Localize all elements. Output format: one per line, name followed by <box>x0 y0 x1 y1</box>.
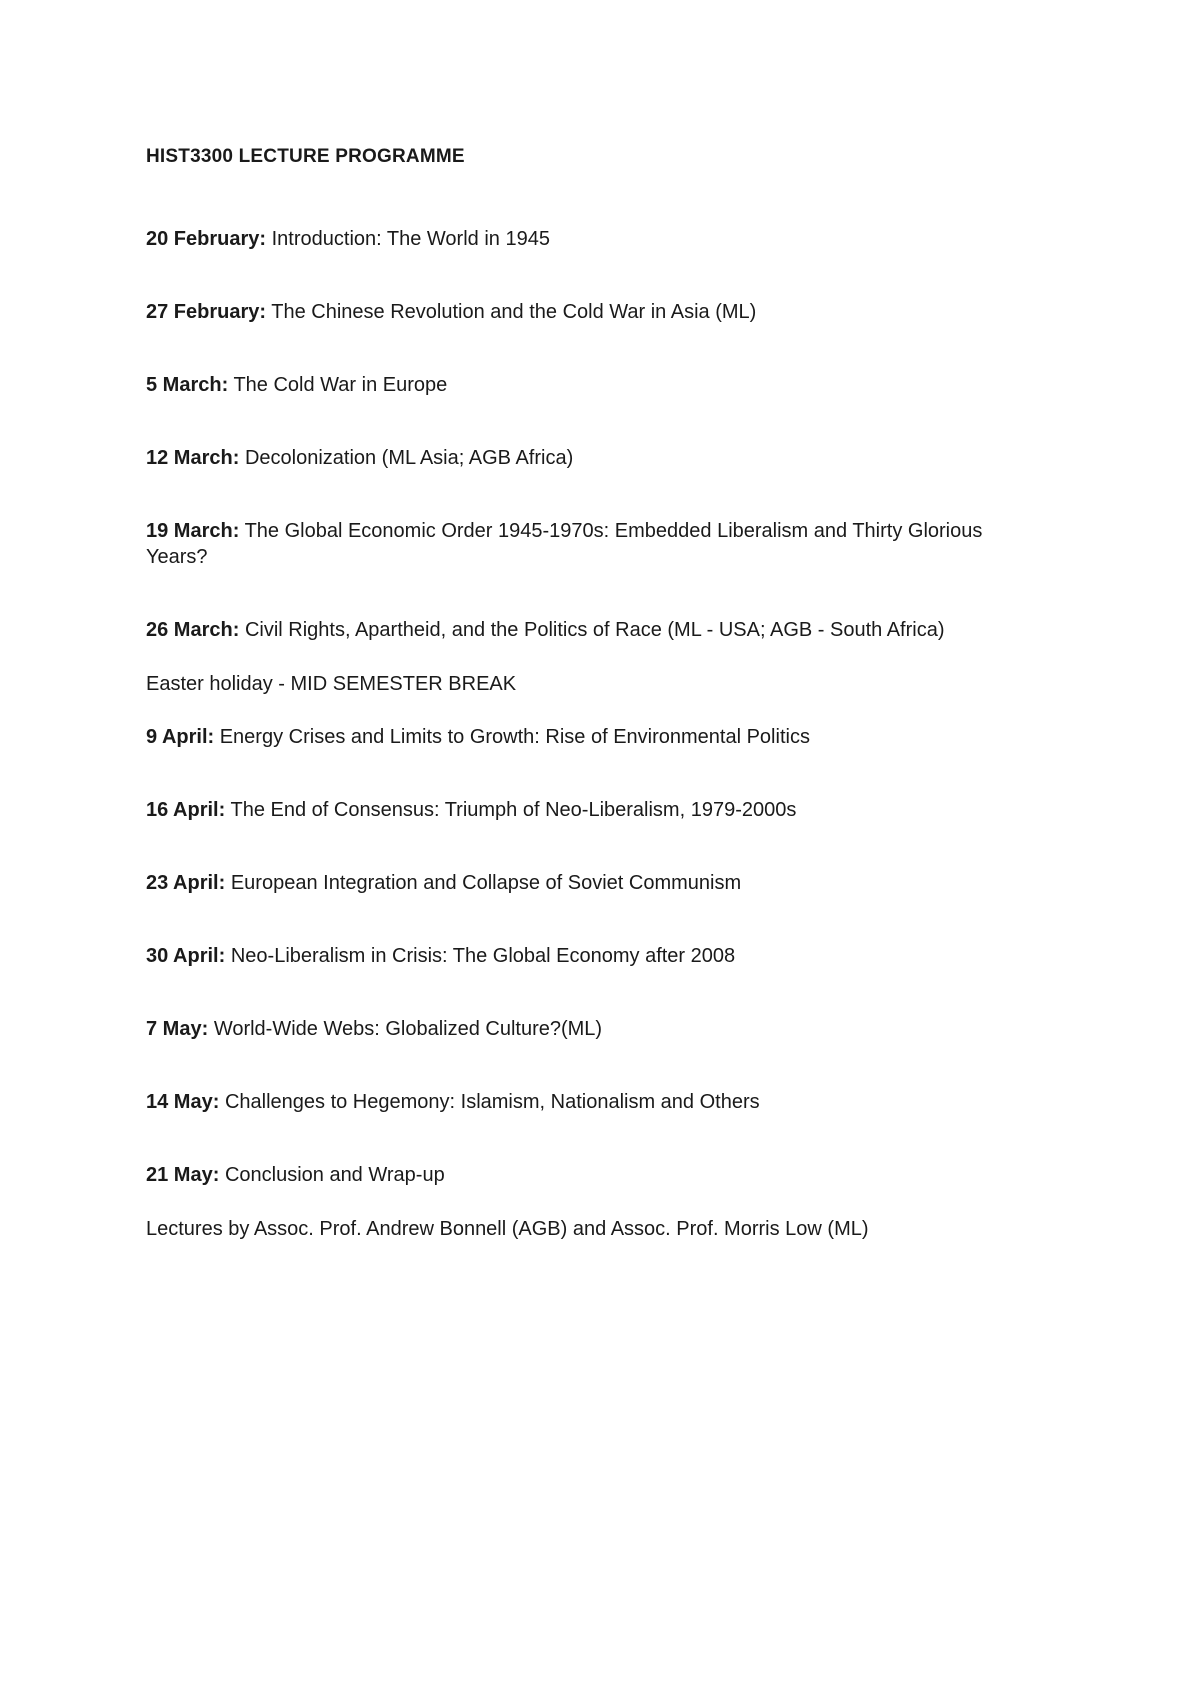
lecture-topic: The End of Consensus: Triumph of Neo-Liberalism, 1979-2000s <box>230 799 797 821</box>
lecture-item <box>146 943 1046 969</box>
lecture-item <box>146 372 1046 398</box>
break-note: Easter holiday - MID SEMESTER BREAK <box>146 673 517 695</box>
lecture-item <box>146 617 1046 643</box>
lecture-topic: The Global Economic Order 1945-1970s: Embedded Liberalism and Thirty Glorious Years? <box>146 520 983 568</box>
lecture-date: 20 February: <box>146 228 267 250</box>
lecture-date: 30 April: <box>146 945 226 967</box>
lecture-item <box>146 870 1046 896</box>
lecture-date: 7 May: <box>146 1018 209 1040</box>
lecture-date: 21 May: <box>146 1164 220 1186</box>
lecture-item <box>146 1089 1046 1115</box>
lecture-date: 9 April: <box>146 726 215 748</box>
lecture-topic: World-Wide Webs: Globalized Culture?(ML) <box>213 1018 603 1040</box>
lecture-date: 19 March: <box>146 520 240 542</box>
lecture-topic: The Cold War in Europe <box>233 374 448 396</box>
lecture-item <box>146 445 1046 471</box>
lecture-date: 23 April: <box>146 872 226 894</box>
lecture-item <box>146 797 1046 823</box>
lecture-item <box>146 226 1046 252</box>
lecture-date: 16 April: <box>146 799 226 821</box>
lecture-date: 14 May: <box>146 1091 220 1113</box>
lecture-date: 12 March: <box>146 447 240 469</box>
lecture-topic: Decolonization (ML Asia; AGB Africa) <box>244 447 574 469</box>
lecture-topic: Neo-Liberalism in Crisis: The Global Economy after 2008 <box>230 945 736 967</box>
lecture-item <box>146 724 1046 750</box>
lecture-date: 26 March: <box>146 619 240 641</box>
lecture-topic: The Chinese Revolution and the Cold War in Asia (ML) <box>271 301 757 323</box>
lecture-item <box>146 1162 1046 1188</box>
lecture-topic: European Integration and Collapse of Soviet Communism <box>230 872 742 894</box>
lecturers-note: Lectures by Assoc. Prof. Andrew Bonnell (AGB) and Assoc. Prof. Morris Low (ML) <box>146 1218 869 1240</box>
lecture-item <box>146 1016 1046 1042</box>
lecture-item <box>146 299 1046 325</box>
lecture-date: 5 March: <box>146 374 229 396</box>
lecture-topic: Conclusion and Wrap-up <box>224 1164 445 1186</box>
lecture-topic: Civil Rights, Apartheid, and the Politics of Race (ML - USA; AGB - South Africa) <box>244 619 945 641</box>
lecture-date: 27 February: <box>146 301 267 323</box>
lecture-topic: Challenges to Hegemony: Islamism, Nationalism and Others <box>224 1091 760 1113</box>
lecture-topic: Introduction: The World in 1945 <box>271 228 550 250</box>
lecture-item <box>146 518 1036 570</box>
lecture-topic: Energy Crises and Limits to Growth: Rise of Environmental Politics <box>219 726 810 748</box>
document-title: HIST3300 LECTURE PROGRAMME <box>146 146 465 167</box>
